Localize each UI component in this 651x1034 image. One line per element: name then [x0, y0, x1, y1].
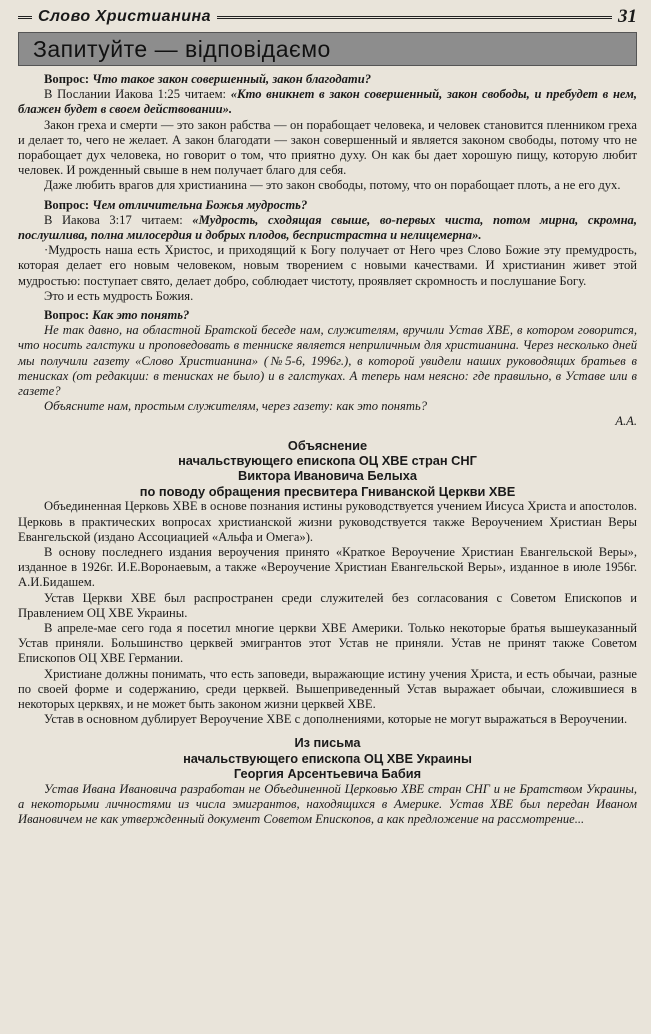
- article-body: [18, 72, 637, 827]
- answer-1-para-2: Закон греха и смерти — это закон рабства — он порабощает человека, и человек становится пленником греха и делает то, чего не желает. А закон благодати — закон совершенный и является законом свободы, потому что не порабощает дух человека, но говорит о том, что приятно духу. Он как бы дает хорошую пищу, которую любит человек. И рожденный свыше в нем получает благо для себя.: [18, 117, 637, 178]
- answer-2-para-3: Это и есть мудрость Божия.: [44, 288, 194, 303]
- letter-heading: Из письма начальствующего епископа ОЦ ХВЕ Украины Георгия Арсентьевича Бабия: [183, 735, 472, 782]
- explanation-para-3: Устав Церкви ХВЕ был распространен среди служителей без согласования с Советом Епископов и Правлением ОЦ ХВЕ Украины.: [18, 590, 637, 620]
- answer-3-signature: А.А.: [615, 414, 637, 429]
- answer-2-para-1: В Иакова 3:17 читаем: «Мудрость, сходящая свыше, во-первых чиста, потом мирна, скромна, послушлива, полна милосердия и добрых плодов, беспристрастна и нелицемерна».: [18, 212, 638, 243]
- section-banner: [18, 32, 637, 66]
- header-rule-left: [18, 16, 32, 19]
- explanation-para-4: В апреле-мае сего года я посетил многие церкви ХВЕ Америки. Только некоторые братья вышеуказанный Устав приняли. Большинство церквей эмигрантов этот Устав не приняли. Устав не принят также Советом Епископов ОЦ ХВЕ Германии.: [18, 620, 637, 666]
- answer-3-para-2: Объясните нам, простым служителям, через газету: как это понять?: [44, 399, 428, 414]
- question-1: Вопрос: Что такое закон совершенный, закон благодати?: [44, 72, 372, 86]
- newspaper-title: Слово Христианина: [38, 8, 212, 25]
- letter-para: Устав Ивана Ивановича разработан не Объединенной Церковью ХВЕ стран СНГ и не Братством Украины, а некоторыми личностями из числа эмигрантов, находящихся в Америке. Устав ХВЕ был передан Иваном Ивановичем не как утвержденный документ Советом Епископов, а как предложение на рассмотрение...: [18, 781, 637, 826]
- header-rule: [217, 16, 612, 19]
- explanation-para-5: Христиане должны понимать, что есть заповеди, выражающие истину учения Христа, и есть обычаи, разные по своей форме и содержанию, среди церквей. Вышеприведенный Устав выражает обычаи, сложившиеся в некоторых церквях, и не может быть законом жизни церквей ХВЕ.: [18, 666, 637, 711]
- page-header: [18, 6, 637, 28]
- answer-1-para-3: Даже любить врагов для христианина — это закон свободы, потому, что он порабощает плоть, а не его дух.: [44, 178, 621, 193]
- question-3: Вопрос: Как это понять?: [44, 308, 190, 323]
- page-number: 31: [618, 6, 637, 27]
- explanation-para-1: Объединенная Церковь ХВЕ в основе познания истины руководствуется учением Иисуса Христа и апостолов. Церковь в практических вопросах христианской жизни руководствуется также Вероучением Христиан Веры Евангельской (издано Ассоциацией «Альфа и Омега»).: [18, 499, 637, 544]
- question-2: Вопрос: Чем отличительна Божья мудрость?: [44, 197, 308, 212]
- section-title: Запитуйте — відповідаємо: [33, 35, 331, 62]
- explanation-heading: Объяснение начальствующего епископа ОЦ ХВЕ стран СНГ Виктора Ивановича Белыха по поводу обращения пресвитера Гниванской Церкви ХВЕ: [139, 437, 516, 499]
- explanation-para-2: В основу последнего издания вероучения принято «Краткое Вероучение Христиан Евангельской Веры», изданное в 1926г. И.Е.Воронаевым, а также «Вероучение Христиан Евангельской Веры», изданное в июле 1956г. А.И.Бидашем.: [18, 544, 637, 590]
- answer-2-para-2: ·Мудрость наша есть Христос, и приходящий к Богу получает от Него чрез Слово Божие эту премудрость, которая делает его новым человеком, новым творением с новыми качествами. И христианин живет этой мудростью: поступает свято, делает добро, соблюдает чистоту, проявляет скромность и послушание Богу.: [18, 243, 637, 288]
- answer-1-para-1: В Послании Иакова 1:25 читаем: «Кто вникнет в закон совершенный, закон свободы, и пребудет в нем, блажен будет в своем действовании».: [18, 87, 637, 117]
- explanation-para-6: Устав в основном дублирует Вероучение ХВЕ с дополнениями, которые не могут выражаться в Вероучении.: [44, 712, 628, 727]
- answer-3-para-1: Не так давно, на областной Братской беседе нам, служителям, вручили Устав ХВЕ, в котором говорится, что носить галстуки и проповедовать в тенниске является неприличным для христианина. Через несколько дней мы получили газету «Слово Христианина» (№5-6, 1996г.), в которой увидели наших руководящих братьев в тенисках (от редакции: в тенисках не было) и в галстуках. А теперь нам неясно: где правильно, в Уставе или в газете?: [18, 323, 637, 399]
